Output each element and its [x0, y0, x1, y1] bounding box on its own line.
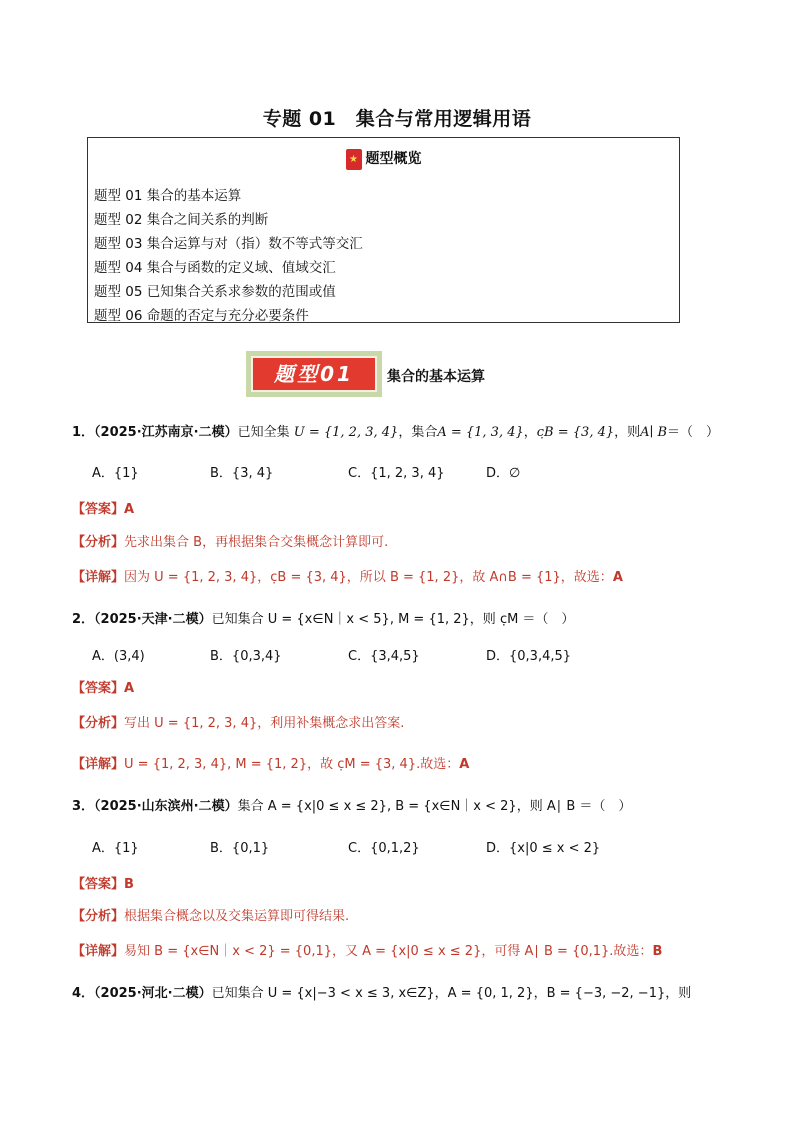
overview-heading: ★ 题型概览	[88, 148, 679, 170]
question-4-stem: 4．（2025·河北·二模）已知集合 U = {x|−3 < x ≤ 3, x∈Z}，A = {0, 1, 2}，B = {−3, −2, −1}，则	[72, 986, 692, 1001]
section-banner	[246, 351, 382, 397]
answer-line: 【答案】B	[72, 877, 134, 892]
detail-line: 【详解】易知 B = {x∈N｜x < 2} = {0,1}，又 A = {x|0 ≤ x ≤ 2}，可得 A∣ B = {0,1}.故选：B	[72, 944, 663, 959]
overview-item: 题型 06 命题的否定与充分必要条件	[94, 308, 309, 324]
overview-list	[94, 184, 363, 328]
question-2-stem: 2．（2025·天津·二模）已知集合 U = {x∈N｜x < 5}, M = {1, 2}，则 ⅽ̣M ＝（ ）	[72, 612, 575, 627]
option-d: D．∅	[486, 466, 521, 481]
option-b: B．{0,3,4}	[210, 649, 282, 664]
question-1-stem: 1．（2025·江苏南京·二模）已知全集 U = {1, 2, 3, 4}，集合A = {1, 3, 4}，ⅽ̣B = {3, 4}，则A∣ B＝（ ）	[72, 425, 720, 440]
analysis-line: 【分析】写出 U = {1, 2, 3, 4}，利用补集概念求出答案.	[72, 716, 405, 731]
option-a: A．(3,4)	[92, 649, 145, 664]
overview-item: 题型 05 已知集合关系求参数的范围或值	[94, 284, 336, 300]
page-title: 专题 01 集合与常用逻辑用语	[262, 108, 532, 130]
overview-item: 题型 01 集合的基本运算	[94, 188, 242, 204]
option-c: C．{1, 2, 3, 4}	[348, 466, 445, 481]
option-b: B．{0,1}	[210, 841, 270, 856]
answer-line: 【答案】A	[72, 681, 135, 696]
detail-line: 【详解】U = {1, 2, 3, 4}, M = {1, 2}，故 ⅽ̣M = {3, 4}.故选：A	[72, 757, 470, 772]
analysis-line: 【分析】根据集合概念以及交集运算即可得结果.	[72, 909, 350, 924]
overview-item: 题型 04 集合与函数的定义域、值域交汇	[94, 260, 336, 276]
answer-line: 【答案】A	[72, 502, 135, 517]
overview-item: 题型 03 集合运算与对（指）数不等式等交汇	[94, 236, 363, 252]
option-b: B．{3, 4}	[210, 466, 274, 481]
option-d: D．{x|0 ≤ x < 2}	[486, 841, 601, 856]
book-icon: ★	[346, 149, 362, 170]
option-c: C．{3,4,5}	[348, 649, 420, 664]
option-a: A．{1}	[92, 466, 139, 481]
analysis-line: 【分析】先求出集合 B，再根据集合交集概念计算即可.	[72, 535, 389, 550]
option-a: A．{1}	[92, 841, 139, 856]
question-3-stem: 3．（2025·山东滨州·二模）集合 A = {x|0 ≤ x ≤ 2}, B = {x∈N｜x < 2}，则 A∣ B ＝（ ）	[72, 799, 632, 814]
section-banner-label: 题型01	[251, 356, 377, 392]
section-name: 集合的基本运算	[387, 369, 485, 385]
overview-item: 题型 02 集合之间关系的判断	[94, 212, 269, 228]
detail-line: 【详解】因为 U = {1, 2, 3, 4}，ⅽ̣B = {3, 4}，所以 B = {1, 2}，故 A∩B = {1}，故选：A	[72, 570, 623, 585]
overview-box	[87, 137, 680, 323]
option-d: D．{0,3,4,5}	[486, 649, 572, 664]
option-c: C．{0,1,2}	[348, 841, 420, 856]
